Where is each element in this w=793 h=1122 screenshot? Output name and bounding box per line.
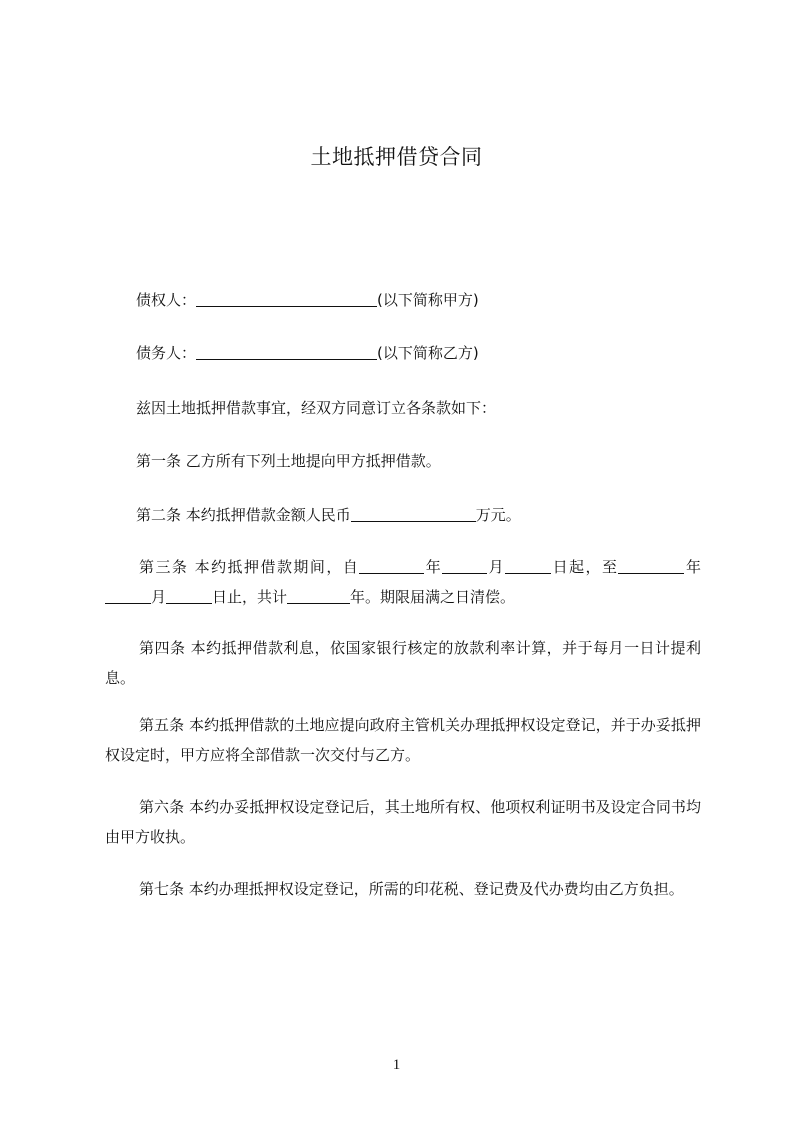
start-day-blank [505, 558, 551, 574]
term-years-blank [287, 588, 350, 604]
creditor-label: 债权人： [136, 291, 197, 309]
article-6: 第六条 本约办妥抵押权设定登记后，其土地所有权、他项权利证明书及设定合同书均由甲方收执。 [105, 798, 701, 846]
start-month-blank [442, 558, 487, 574]
start-year-blank [359, 558, 424, 574]
creditor-line [105, 289, 731, 311]
debtor-blank [196, 344, 377, 360]
article-2-text: 第二条 本约抵押借款金额人民币 [136, 506, 351, 524]
month-label: 月 [487, 558, 506, 576]
day-label: 日起，至 [551, 558, 619, 576]
article-2 [105, 504, 731, 526]
article-3-text: 第三条 本约抵押借款期间，自 [139, 558, 360, 576]
document-title: 土地抵押借贷合同 [310, 145, 483, 169]
end-month-blank [105, 588, 151, 604]
debtor-suffix: (以下简称乙方) [377, 344, 479, 362]
article-2-unit: 万元。 [475, 506, 521, 524]
end-day-blank [166, 588, 212, 604]
intro-paragraph: 兹因土地抵押借款事宜，经双方同意订立各条款如下： [136, 399, 497, 417]
page-number: 1 [392, 1057, 401, 1073]
article-7: 第七条 本约办理抵押权设定登记，所需的印花税、登记费及代办费均由乙方负担。 [139, 880, 684, 898]
amount-blank [351, 506, 476, 522]
month-label: 月 [151, 588, 167, 606]
day-label: 日止，共计 [212, 588, 288, 606]
article-4: 第四条 本约抵押借款利息，依国家银行核定的放款利率计算，并于每月一日计提利息。 [105, 639, 701, 687]
article-3-end: 年。期限届满之日清偿。 [350, 588, 516, 606]
creditor-suffix: (以下简称甲方) [377, 291, 479, 309]
year-label: 年 [424, 558, 443, 576]
creditor-blank [196, 291, 377, 307]
article-1: 第一条 乙方所有下列土地提向甲方抵押借款。 [136, 452, 441, 470]
end-year-blank [618, 558, 684, 574]
debtor-line [105, 342, 731, 364]
year-label: 年 [684, 558, 701, 576]
article-3 [105, 552, 701, 612]
debtor-label: 债务人： [136, 344, 197, 362]
article-5: 第五条 本约抵押借款的土地应提向政府主管机关办理抵押权设定登记，并于办妥抵押权设定时，甲方应将全部借款一次交付与乙方。 [105, 716, 701, 764]
